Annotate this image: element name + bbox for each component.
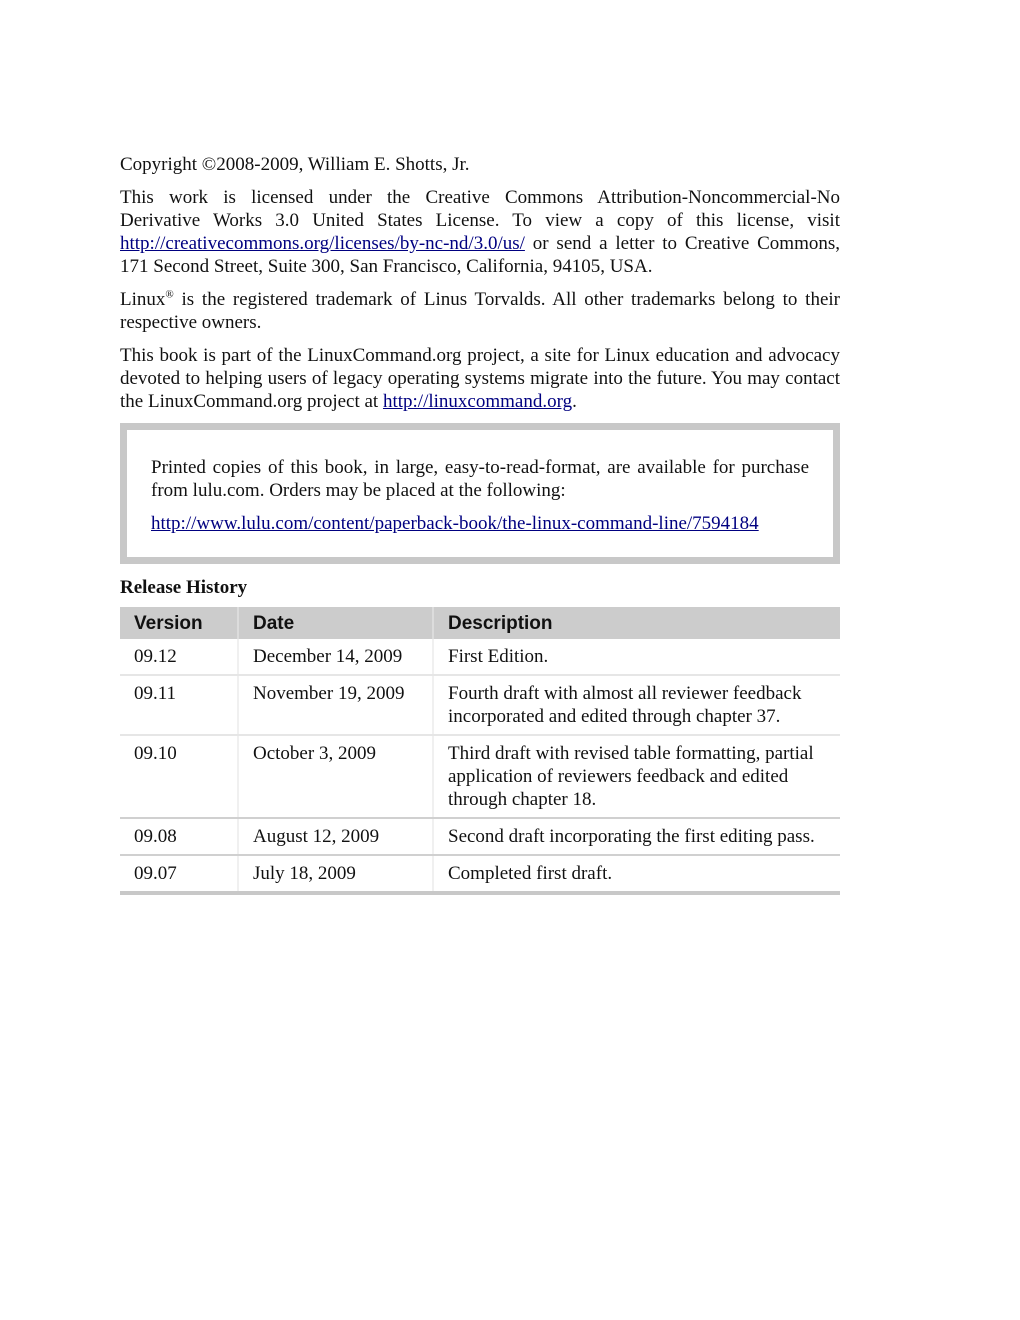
cell-date: October 3, 2009 [238,735,433,818]
license-text-end: or send a letter to Creative Commons, 171 Second Street, Suite 300, San Francisco, California, 94105, USA. [120,233,840,277]
cell-date: December 14, 2009 [238,639,433,675]
lulu-link[interactable]: http://www.lulu.com/content/paperback-book/the-linux-command-line/7594184 [151,513,759,534]
cell-description: Completed first draft. [433,855,840,893]
trademark-word: Linux [120,289,166,310]
table-row [120,855,840,893]
header-version: Version [120,607,238,639]
cell-version: 09.08 [120,818,238,855]
linuxcommand-link[interactable]: http://linuxcommand.org [382,391,573,412]
license-paragraph [120,186,840,278]
table-row [120,735,840,818]
print-copies-text: Printed copies of this book, in large, easy-to-read-format, are available for purchase from lulu.com. Orders may be placed at the following: [151,457,809,501]
cell-description: Second draft incorporating the first editing pass. [433,818,840,855]
release-history-title: Release History [120,577,248,598]
trademark-paragraph [120,288,840,334]
header-description: Description [433,607,840,639]
table-row [120,639,840,675]
license-text: This work is licensed under the Creative Commons Attribution-Noncommercial-No Derivative Works 3.0 United States License. To view a copy of this license, visit [120,187,840,231]
document-body [120,153,840,895]
cell-version: 09.10 [120,735,238,818]
trademark-text: is the registered trademark of Linus Torvalds. All other trademarks belong to their respective owners. [120,289,840,333]
project-paragraph [120,344,840,413]
release-history-table [120,607,840,895]
project-text-end: . [572,391,577,412]
cell-version: 09.11 [120,675,238,735]
cell-description: Third draft with revised table formatting, partial application of reviewers feedback and edited through chapter 18. [433,735,840,818]
table-row [120,818,840,855]
print-link-line [151,512,809,535]
table-header-row [120,607,840,639]
copyright-line: Copyright ©2008-2009, William E. Shotts, Jr. [120,154,470,175]
print-copies-box [120,423,840,564]
license-link[interactable]: http://creativecommons.org/licenses/by-nc-nd/3.0/us/ [120,233,525,254]
cell-description: Fourth draft with almost all reviewer feedback incorporated and edited through chapter 37. [433,675,840,735]
cell-description: First Edition. [433,639,840,675]
cell-date: July 18, 2009 [238,855,433,893]
table-row [120,675,840,735]
cell-version: 09.07 [120,855,238,893]
header-date: Date [238,607,433,639]
project-text: This book is part of the LinuxCommand.org project, a site for Linux education and advocacy devoted to helping users of legacy operating systems migrate into the future. You may contact the LinuxCommand.org project at [120,345,840,412]
cell-date: August 12, 2009 [238,818,433,855]
cell-version: 09.12 [120,639,238,675]
cell-date: November 19, 2009 [238,675,433,735]
registered-mark: ® [165,288,174,301]
